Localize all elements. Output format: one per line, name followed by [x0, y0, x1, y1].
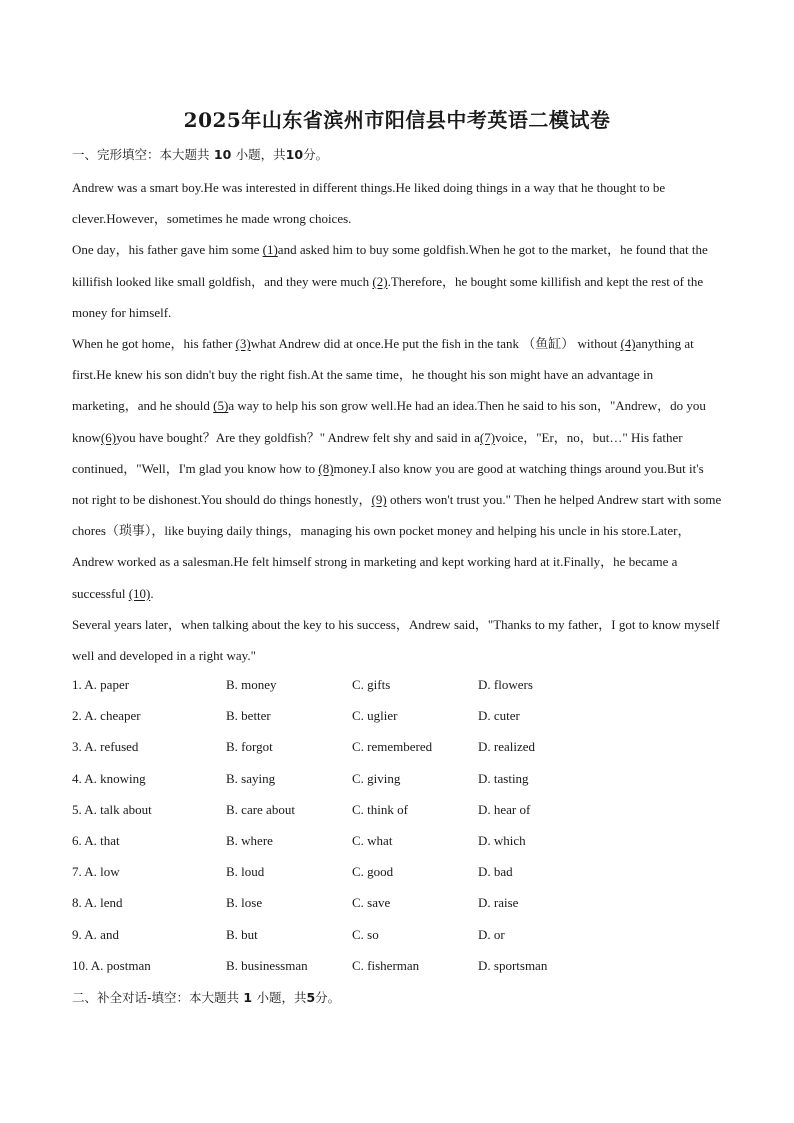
option-c: C. save [352, 895, 391, 911]
option-c: C. think of [352, 801, 408, 817]
option-row [72, 953, 722, 984]
option-c: C. uglier [352, 708, 398, 724]
option-a: 4. A. knowing [72, 770, 146, 786]
blank-1: (1) [262, 242, 278, 258]
blank-10: (10) [128, 585, 151, 601]
option-row [72, 890, 722, 921]
option-b: B. where [226, 832, 273, 848]
option-c: C. giving [352, 770, 401, 786]
option-row [72, 672, 722, 703]
option-row [72, 859, 722, 890]
option-d: D. hear of [478, 801, 531, 817]
option-row [72, 766, 722, 797]
option-d: D. bad [478, 864, 513, 880]
option-c: C. fisherman [352, 957, 420, 973]
blank-6: (6) [100, 429, 117, 445]
blank-7: (7) [479, 429, 496, 445]
option-a: 1. A. paper [72, 677, 130, 692]
option-d: D. raise [478, 895, 519, 911]
option-b: B. forgot [226, 739, 273, 755]
blank-8: (8) [318, 460, 334, 476]
option-b: B. saying [226, 770, 276, 786]
option-a: 5. A. talk about [72, 801, 152, 817]
option-d: D. sportsman [478, 957, 548, 973]
option-b: B. but [226, 926, 258, 942]
option-row [72, 734, 722, 765]
option-a: 8. A. lend [72, 895, 123, 911]
page-title: 2025年山东省滨州市阳信县中考英语二模试卷 [183, 108, 611, 132]
blank-3: (3) [235, 336, 251, 352]
option-a: 7. A. low [72, 864, 120, 880]
option-d: D. cuter [478, 708, 520, 724]
answer-options [72, 672, 722, 984]
option-b: B. lose [226, 895, 263, 911]
option-row [72, 797, 722, 828]
option-b: B. loud [226, 864, 265, 880]
blank-9: (9) [371, 492, 387, 508]
passage-paragraph-1: Andrew was a smart boy.He was interested in different things.He liked doing things in a way that he thought to be clever.However，sometimes he made wrong choices. [72, 180, 666, 227]
option-c: C. gifts [352, 677, 391, 692]
option-c: C. so [352, 926, 379, 942]
option-a: 2. A. cheaper [72, 708, 141, 724]
option-row [72, 828, 722, 859]
passage-paragraph-2: One day，his father gave him some (1)and asked him to buy some goldfish.When he got to the market，he found that the killifish looked like small goldfish，and they were much (2).Therefore，he bought some killifish and kept the rest of the money for himself. [72, 242, 708, 320]
option-c: C. good [352, 864, 394, 880]
blank-5: (5) [213, 398, 229, 414]
option-a: 6. A. that [72, 832, 120, 848]
option-d: D. which [478, 832, 526, 848]
option-c: C. remembered [352, 739, 433, 755]
option-a: 9. A. and [72, 926, 119, 942]
option-d: D. or [478, 926, 505, 942]
option-d: D. flowers [478, 677, 533, 692]
section-2-heading: 二、补全对话-填空：本大题共 1 小题，共5分。 [72, 990, 341, 1005]
option-a: 3. A. refused [72, 739, 139, 755]
option-b: B. businessman [226, 957, 308, 973]
passage-paragraph-4: Several years later，when talking about the key to his success，Andrew said，"Thanks to my father，I got to know myself well and developed in a right way." [72, 616, 720, 664]
blank-2: (2) [372, 273, 388, 289]
option-b: B. care about [226, 801, 295, 817]
blank-4: (4) [620, 336, 636, 352]
section-1-heading: 一、完形填空：本大题共 10 小题，共10分。 [72, 147, 329, 162]
option-c: C. what [352, 832, 393, 848]
option-b: B. money [226, 677, 277, 692]
option-row [72, 703, 722, 734]
option-a: 10. A. postman [72, 957, 151, 973]
option-d: D. tasting [478, 770, 529, 786]
cloze-passage [72, 172, 722, 671]
option-d: D. realized [478, 739, 536, 755]
option-row [72, 922, 722, 953]
passage-paragraph-3: When he got home，his father (3)what Andrew did at once.He put the fish in the tank （鱼缸） without (4)anything at first.He knew his son didn't buy the right fish.At the same time，he thought his son might have an advantage in marketing，and he should (5)a way to help his son grow well.He had an idea.Then he said to his son，"Andrew，do you know(6)you have bought？Are they goldfish？" Andrew felt shy and said in a(7)voice，"Er，no，but…" His father continued，"Well，I'm glad you know how to (8)money.I also know you are good at watching things around you.But it's not right to be dishonest.You should do things honestly，(9) others won't trust you." Then he helped Andrew start with some chores（琐事），like buying daily things，managing his own pocket money and helping his uncle in his store.Later，Andrew worked as a salesman.He felt himself strong in marketing and kept working hard at it.Finally，he became a successful (10). [72, 336, 722, 601]
option-b: B. better [226, 708, 271, 724]
